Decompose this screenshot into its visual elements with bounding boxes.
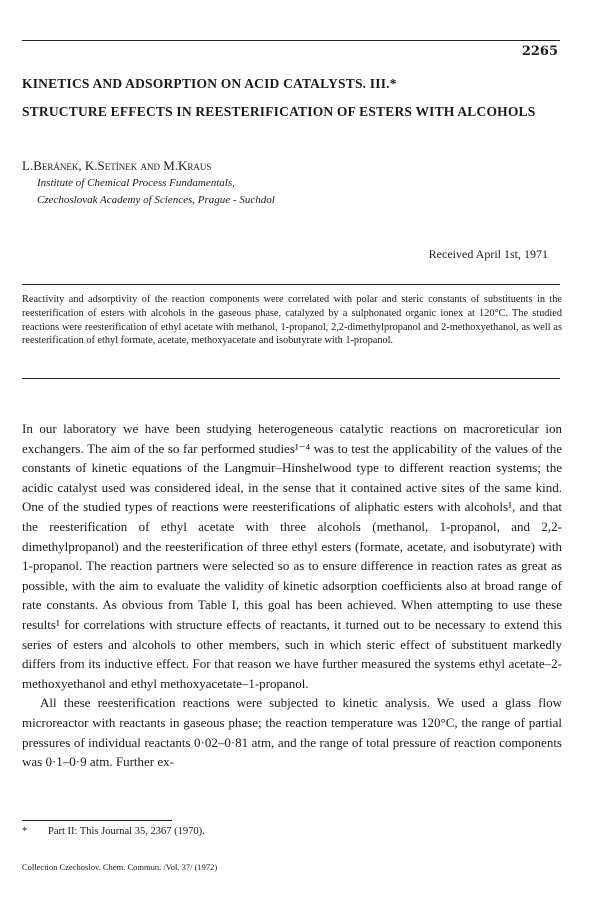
abstract: Reactivity and adsorptivity of the reaction components were correlated with polar and steric constants of substituents in the reesterification of esters with alcohols in the gaseous phase, catalyzed by a sulphonated organic ionex at 120°C. The studied reactions were reesterification of ethyl acetate with methanol, 1-propanol, 2,2-dimethylpropanol and 2-methoxyethanol, as well as reesterification of ethyl formate, acetate, methoxyacetate and isobutyrate with 1-propanol. [22,294,562,347]
authors: L.Beránek, K.Setínek and M.Kraus [22,158,212,173]
article-title-line-1: KINETICS AND ADSORPTION ON ACID CATALYSTS. III.* [22,76,397,91]
footnote [22,826,205,837]
main-text [22,419,562,772]
header-rule [22,40,560,41]
footnote-rule [22,820,172,821]
footnote-text: Part II: This Journal 35, 2367 (1970). [48,826,205,837]
affiliation-line-2: Czechoslovak Academy of Sciences, Prague - Suchdol [37,194,275,206]
abstract-bottom-rule [22,378,560,379]
paragraph-2: All these reesterification reactions were subjected to kinetic analysis. We used a glass flow microreactor with reactants in gaseous phase; the reaction temperature was 120°C, the range of partial pressures of individual reactants 0·02–0·81 atm, and the range of total pressure of reaction components was 0·1–0·9 atm. Further ex- [22,695,562,770]
received-date: Received April 1st, 1971 [428,247,548,261]
affiliation-line-1: Institute of Chemical Process Fundamentals, [37,177,235,189]
footnote-mark: * [22,826,28,837]
paragraph-1: In our laboratory we have been studying heterogeneous catalytic reactions on macroreticular ion exchangers. The aim of the so far performed studies¹⁻⁴ was to test the applicability of the values of the constants of kinetic equations of the Langmuir–Hinshelwood type to different reaction systems; the acidic catalyst used was considered ideal, in the sense that it contained active sites of the same kind. One of the studied types of reactions were reesterifications of aliphatic esters with alcohols¹, and that the reesterification of ethyl acetate with three alcohols (methanol, 1-propanol, and 2,2-dimethylpropanol) and the reesterification of three ethyl esters (formate, acetate, and isobutyrate) with 1-propanol. The reaction partners were selected so as to ensure difference in reaction rates as great as possible, with the aim to evaluate the validity of kinetic adsorption coefficients also at broad range of rate constants. As obvious from Table I, this goal has been achieved. When attempting to use these results¹ for correlations with structure effects of reactants, it turned out to be necessary to extend this series of esters and alcohols to other members, such in which steric effect of substituent markedly differs from its inductive effect. For that reason we have further measured the systems ethyl acetate–2-methoxyethanol and ethyl methoxyacetate–1-propanol. [22,421,562,691]
running-footer: Collection Czechoslov. Chem. Commun. /Vol. 37/ (1972) [22,862,218,872]
article-title-line-2: STRUCTURE EFFECTS IN REESTERIFICATION OF ESTERS WITH ALCOHOLS [22,104,536,119]
abstract-top-rule [22,284,560,285]
page-number: 2265 [521,44,558,59]
